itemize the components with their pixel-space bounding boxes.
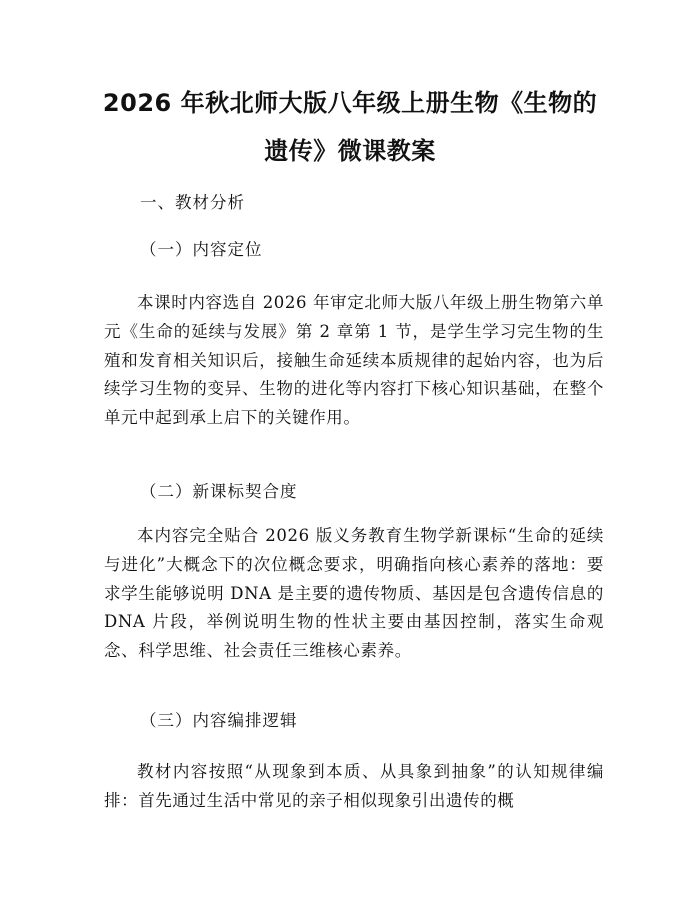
section-heading-textbook-analysis: 一、教材分析 — [140, 193, 245, 212]
subheading-content-positioning: （一）内容定位 — [140, 240, 263, 259]
paragraph-content-positioning: 本课时内容选自 2026 年审定北师大版八年级上册生物第六单元《生命的延续与发展》第 2 章第 1 节，是学生学习完生物的生殖和发育相关知识后，接触生命延续本质规律的起始内容，也为后续学习生物的变异、生物的进化等内容打下核心知识基础，在整个单元中起到承上启下的关键作用。 — [104, 293, 604, 428]
document-title-line-2: 遗传》微课教案 — [264, 137, 436, 165]
document-title-line-1: 2026 年秋北师大版八年级上册生物《生物的 — [102, 89, 598, 117]
paragraph-content-logic: 教材内容按照“从现象到本质、从具象到抽象”的认知规律编排：首先通过生活中常见的亲子相似现象引出遗传的概 — [104, 762, 604, 810]
subheading-curriculum-alignment: （二）新课标契合度 — [140, 482, 298, 501]
subheading-content-logic: （三）内容编排逻辑 — [140, 711, 298, 730]
paragraph-curriculum-alignment: 本内容完全贴合 2026 版义务教育生物学新课标“生命的延续与进化”大概念下的次位概念要求，明确指向核心素养的落地：要求学生能够说明 DNA 是主要的遗传物质、基因是包含遗传信息的 DNA 片段，举例说明生物的性状主要由基因控制，落实生命观念、科学思维、社会责任三维核心素养。 — [104, 526, 604, 661]
